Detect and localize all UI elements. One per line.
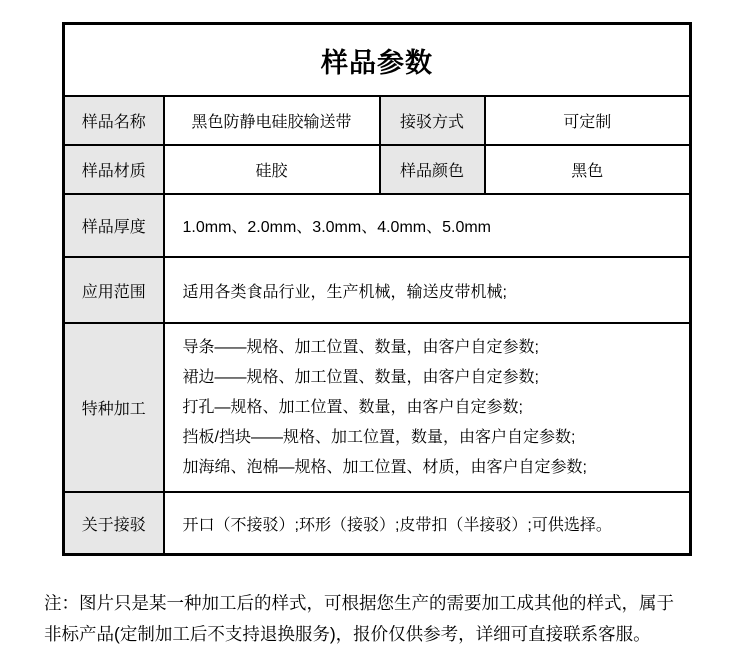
connection-method-label: 接驳方式 <box>380 96 485 145</box>
connection-method-value: 可定制 <box>485 96 691 145</box>
application-range-value: 适用各类食品行业，生产机械，输送皮带机械; <box>164 257 691 323</box>
application-range-label: 应用范围 <box>64 257 164 323</box>
footer-note-line2: 非标产品(定制加工后不支持退换服务)，报价仅供参考，详细可直接联系客服。 <box>44 624 651 644</box>
sample-thickness-value: 1.0mm、2.0mm、3.0mm、4.0mm、5.0mm <box>164 194 691 257</box>
table-row <box>64 194 691 257</box>
table-row <box>64 323 691 492</box>
special-processing-lines <box>183 333 680 483</box>
table-row <box>64 145 691 194</box>
table-title-row <box>64 24 691 97</box>
sample-name-value: 黑色防静电硅胶输送带 <box>164 96 380 145</box>
table-title: 样品参数 <box>64 24 691 97</box>
sample-thickness-label: 样品厚度 <box>64 194 164 257</box>
footer-note <box>44 588 714 650</box>
special-processing-line: 挡板/挡块——规格、加工位置，数量，由客户自定参数; <box>182 428 576 446</box>
about-connection-value: 开口（不接驳）;环形（接驳）;皮带扣（半接驳）;可供选择。 <box>164 492 691 555</box>
footer-note-line1: 注：图片只是某一种加工后的样式，可根据您生产的需要加工成其他的样式，属于 <box>44 593 674 613</box>
special-processing-value <box>164 323 691 492</box>
sample-parameters-table <box>62 22 692 556</box>
special-processing-line: 导条——规格、加工位置、数量，由客户自定参数; <box>182 338 539 356</box>
table-row <box>64 257 691 323</box>
special-processing-line: 打孔—规格、加工位置、数量，由客户自定参数; <box>182 398 523 416</box>
sample-material-value: 硅胶 <box>164 145 380 194</box>
table-row <box>64 492 691 555</box>
special-processing-label: 特种加工 <box>64 323 164 492</box>
special-processing-line: 加海绵、泡棉—规格、加工位置、材质，由客户自定参数; <box>182 458 587 476</box>
about-connection-label: 关于接驳 <box>64 492 164 555</box>
table-row <box>64 96 691 145</box>
sample-color-value: 黑色 <box>485 145 691 194</box>
special-processing-line: 裙边——规格、加工位置、数量，由客户自定参数; <box>182 368 539 386</box>
sample-material-label: 样品材质 <box>64 145 164 194</box>
sample-name-label: 样品名称 <box>64 96 164 145</box>
sample-color-label: 样品颜色 <box>380 145 485 194</box>
